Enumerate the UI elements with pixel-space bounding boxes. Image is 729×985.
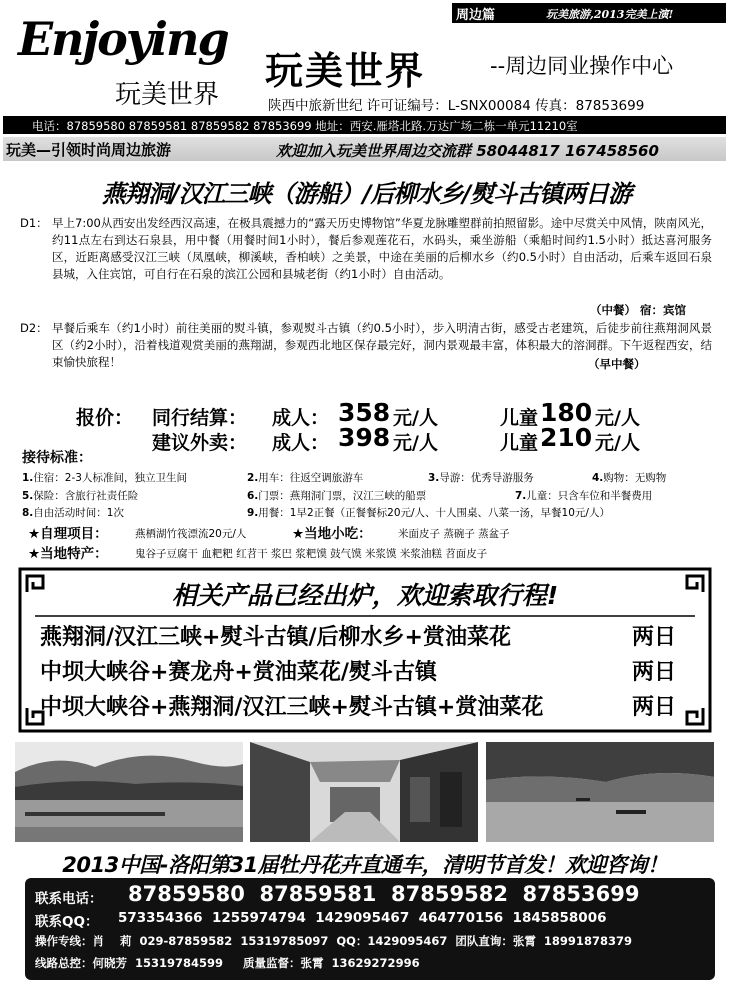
- footer-qqs: 573354366 1255974794 1429095467 464770156 1845858006: [118, 910, 607, 926]
- price-trade-label: 同行结算：: [152, 407, 248, 429]
- promo-line: 2013中国-洛阳第31届牡丹花卉直通车，清明节首发！欢迎咨询！: [62, 853, 668, 877]
- standard-item: 9.用餐：1早2正餐（正餐餐标20元/人、十人围桌、八菜一汤，早餐10元/人）: [247, 507, 610, 519]
- day1-text: 早上7:00从西安出发经西汉高速，在极具震撼力的“露天历史博物馆”华夏龙脉雕塑群前拍照留影。途中尽赏关中风情，陕南风光，约11点左右到达石泉县，用中餐（用餐时间1小时），餐后参观莲花石，水码头，乘坐游船（乘船时间约1.5小时）抵达喜河服务区，近距离感受汉江三峡（凤凰峡，柳溪峡，香柏峡）之美景，中途在美丽的后柳水乡（约0.5小时）自由活动，后乘车返回石泉县城，入住宾馆，可自行在石泉的滨江公园和县城老街（约1小时）自由活动。: [52, 216, 712, 281]
- standards-title: 接待标准：: [22, 450, 92, 466]
- standard-item: 8.自由活动时间：1次: [22, 507, 124, 519]
- day2-label: D2：: [20, 321, 48, 335]
- logo-script: Enjoying: [18, 12, 228, 66]
- standard-item: 5.保险：含旅行社责任险: [22, 490, 139, 502]
- top-slogan: 玩美旅游,2013完美上演!: [546, 8, 674, 21]
- product-days: 两日: [632, 695, 677, 720]
- price-label: 报价：: [76, 407, 134, 429]
- price-trade-adult-unit: 元/人: [393, 407, 438, 429]
- price-trade-child-label: 儿童: [500, 407, 539, 429]
- related-heading: 相关产品已经出炉，欢迎索取行程!: [171, 581, 559, 610]
- day1-meal: （中餐） 宿：宾馆: [590, 303, 687, 317]
- product-days: 两日: [632, 625, 677, 650]
- photo-river: [486, 742, 714, 842]
- price-retail-adult-unit: 元/人: [393, 432, 438, 454]
- specialty: 鬼谷子豆腐干 血粑粑 红苕干 浆巴 浆粑馍 鼓气馍 米浆馍 米浆油糕 苕面皮子: [135, 548, 488, 560]
- section-label: 周边篇: [456, 8, 496, 23]
- footer-phone-label: 联系电话：: [35, 891, 103, 907]
- photo-oldtown: [250, 742, 478, 842]
- standard-item: 3.导游：优秀导游服务: [428, 472, 534, 484]
- price-trade-adult-label: 成人：: [272, 407, 330, 429]
- day1-label: D1：: [20, 216, 48, 230]
- contact-bar-text: 电话：87859580 87859581 87859582 87853699 地址：西安.雁塔北路.万达广场二栋一单元11210室: [32, 119, 578, 133]
- day2-meal: （早中餐）: [588, 357, 646, 371]
- specialty-label: ★当地特产：: [28, 546, 108, 562]
- tagline-right: 欢迎加入玩美世界周边交流群 58044817 167458560: [276, 142, 659, 160]
- footer-phones: 87859580 87859581 87859582 87853699: [128, 882, 640, 906]
- tagline-left: 玩美—引领时尚周边旅游: [6, 141, 172, 159]
- brand-subtitle: --周边同业操作中心: [490, 54, 674, 78]
- footer-control: 线路总控：何晓芳 15319784599 质量监督：张霄 13629272996: [35, 956, 420, 970]
- standard-item: 7.儿童：只含车位和半餐费用: [515, 490, 653, 502]
- self-pay-label: ★自理项目：: [28, 526, 108, 542]
- price-trade-child: 180: [540, 398, 593, 427]
- price-retail-adult-label: 成人：: [272, 432, 330, 454]
- product-name: 燕翔洞/汉江三峡+熨斗古镇/后柳水乡+赏油菜花: [40, 625, 511, 650]
- snack-label: ★当地小吃：: [292, 526, 372, 542]
- standard-item: 1.住宿：2-3人标准间，独立卫生间: [22, 472, 187, 484]
- price-retail-child: 210: [540, 423, 593, 452]
- brand-name: 玩美世界: [265, 49, 426, 93]
- price-retail-label: 建议外卖：: [152, 432, 248, 454]
- price-retail-child-label: 儿童: [500, 432, 539, 454]
- snack: 米面皮子 蒸碗子 蒸盆子: [398, 528, 510, 540]
- price-trade-adult: 358: [338, 398, 391, 427]
- standard-item: 6.门票：燕翔洞门票，汉江三峡的船票: [247, 490, 427, 502]
- self-pay: 燕栖湖竹筏漂流20元/人: [135, 528, 247, 540]
- product-name: 中坝大峡谷+赛龙舟+赏油菜花/熨斗古镇: [40, 660, 437, 685]
- photo-lake: [15, 742, 243, 842]
- footer-qq-label: 联系QQ：: [35, 914, 99, 930]
- day2-text: 早餐后乘车（约1小时）前往美丽的熨斗镇，参观熨斗古镇（约0.5小时），步入明清古街，感受古老建筑，后徒步前往燕翔洞风景区（约2小时），沿着栈道观赏美丽的燕翔湖，参观西北地区保存最完好，洞内景观最丰富，体积最大的溶洞群。下午返程西安，结束愉快旅程！: [52, 321, 712, 369]
- license-line: 陕西中旅新世纪 许可证编号：L-SNX00084 传真：87853699: [268, 98, 645, 114]
- price-retail-adult: 398: [338, 423, 391, 452]
- product-name: 中坝大峡谷+燕翔洞/汉江三峡+熨斗古镇+赏油菜花: [40, 695, 544, 720]
- footer-hotline: 操作专线：肖 莉 029-87859582 15319785097 QQ：1429095467 团队直询：张霄 18991878379: [35, 934, 632, 948]
- price-retail-child-unit: 元/人: [595, 432, 640, 454]
- product-days: 两日: [632, 660, 677, 685]
- price-trade-child-unit: 元/人: [595, 407, 640, 429]
- standard-item: 4.购物：无购物: [592, 472, 667, 484]
- logo-cn: 玩美世界: [115, 80, 220, 110]
- tour-title: 燕翔洞/汉江三峡（游船）/后柳水乡/熨斗古镇两日游: [101, 180, 632, 208]
- standard-item: 2.用车：往返空调旅游车: [247, 472, 364, 484]
